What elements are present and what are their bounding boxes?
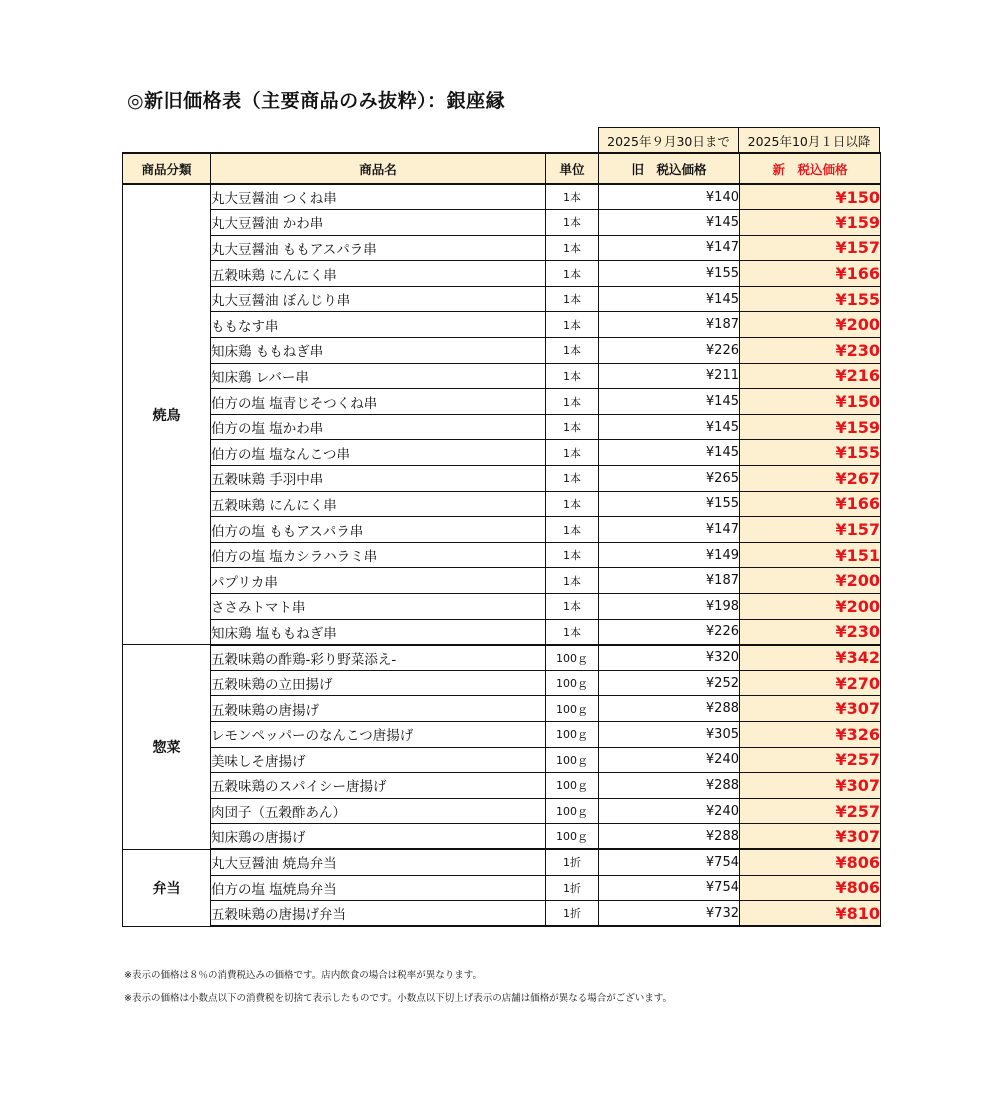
table-row [123, 184, 881, 210]
unit: 1本 [546, 261, 599, 287]
product-name: 五穀味鶏の立田揚げ [211, 670, 546, 696]
old-price: ¥145 [599, 389, 740, 415]
product-name: 五穀味鶏のスパイシー唐揚げ [211, 773, 546, 799]
product-name: 五穀味鶏 手羽中串 [211, 466, 546, 492]
old-price: ¥155 [599, 491, 740, 517]
table-row [123, 235, 881, 261]
new-price: ¥151 [740, 542, 881, 568]
category-label: 惣菜 [123, 645, 211, 850]
old-price: ¥147 [599, 517, 740, 543]
period-header [598, 127, 880, 153]
unit: 1本 [546, 235, 599, 261]
unit: 1折 [546, 875, 599, 901]
old-price: ¥754 [599, 849, 740, 875]
old-price: ¥305 [599, 721, 740, 747]
table-row [123, 824, 881, 850]
new-price: ¥806 [740, 875, 881, 901]
new-price: ¥200 [740, 568, 881, 594]
unit: 1折 [546, 901, 599, 927]
table-row [123, 517, 881, 543]
unit: 1本 [546, 338, 599, 364]
old-price: ¥288 [599, 824, 740, 850]
new-price: ¥200 [740, 594, 881, 620]
product-name: 丸大豆醤油 つくね串 [211, 184, 546, 210]
table-row [123, 440, 881, 466]
unit: 1本 [546, 312, 599, 338]
product-name: 伯方の塩 塩青じそつくね串 [211, 389, 546, 415]
table-row [123, 261, 881, 287]
old-price: ¥140 [599, 184, 740, 210]
new-price: ¥155 [740, 440, 881, 466]
table-row [123, 363, 881, 389]
product-name: 五穀味鶏 にんにく串 [211, 491, 546, 517]
product-name: 五穀味鶏の唐揚げ [211, 696, 546, 722]
old-price: ¥754 [599, 875, 740, 901]
unit: 100ｇ [546, 824, 599, 850]
new-price: ¥307 [740, 773, 881, 799]
table-row [123, 670, 881, 696]
new-price: ¥230 [740, 619, 881, 645]
table-row [123, 414, 881, 440]
product-name: 丸大豆醤油 かわ串 [211, 210, 546, 236]
product-name: 伯方の塩 塩かわ串 [211, 414, 546, 440]
table-row [123, 312, 881, 338]
table-row [123, 798, 881, 824]
new-price: ¥200 [740, 312, 881, 338]
old-price: ¥320 [599, 645, 740, 671]
unit: 1本 [546, 440, 599, 466]
new-price: ¥257 [740, 747, 881, 773]
page-title: ◎新旧価格表（主要商品のみ抜粋）：銀座縁 [127, 90, 506, 112]
old-price: ¥252 [599, 670, 740, 696]
product-name: 五穀味鶏 にんにく串 [211, 261, 546, 287]
table-row [123, 773, 881, 799]
unit: 100ｇ [546, 670, 599, 696]
old-price: ¥187 [599, 568, 740, 594]
product-name: 丸大豆醤油 焼鳥弁当 [211, 849, 546, 875]
unit: 100ｇ [546, 773, 599, 799]
old-price: ¥226 [599, 619, 740, 645]
header-old-price: 旧 税込価格 [599, 153, 740, 184]
table-row [123, 901, 881, 927]
new-period-label: 2025年10月１日以降 [739, 127, 880, 153]
new-price: ¥159 [740, 210, 881, 236]
table-row [123, 338, 881, 364]
unit: 1本 [546, 466, 599, 492]
product-name: 美味しそ唐揚げ [211, 747, 546, 773]
table-row [123, 619, 881, 645]
unit: 100ｇ [546, 696, 599, 722]
note-rounding: ※表示の価格は小数点以下の消費税を切捨て表示したものです。小数点以下切上げ表示の店舗は価格が異なる場合がございます。 [124, 993, 672, 1004]
table-row [123, 568, 881, 594]
unit: 100ｇ [546, 721, 599, 747]
table-row [123, 466, 881, 492]
old-price: ¥265 [599, 466, 740, 492]
product-name: 五穀味鶏の酢鶏-彩り野菜添え- [211, 645, 546, 671]
table-body [123, 184, 881, 926]
product-name: ももなす串 [211, 312, 546, 338]
unit: 1本 [546, 210, 599, 236]
new-price: ¥150 [740, 389, 881, 415]
old-price: ¥732 [599, 901, 740, 927]
table-row [123, 210, 881, 236]
new-price: ¥806 [740, 849, 881, 875]
header-new-price: 新 税込価格 [740, 153, 881, 184]
product-name: 知床鶏 塩ももねぎ串 [211, 619, 546, 645]
old-price: ¥149 [599, 542, 740, 568]
price-table [122, 152, 881, 927]
table-row [123, 747, 881, 773]
product-name: 丸大豆醤油 ももアスパラ串 [211, 235, 546, 261]
old-price: ¥211 [599, 363, 740, 389]
old-price: ¥147 [599, 235, 740, 261]
unit: 100ｇ [546, 747, 599, 773]
new-price: ¥150 [740, 184, 881, 210]
unit: 1本 [546, 619, 599, 645]
old-price: ¥240 [599, 747, 740, 773]
table-row [123, 875, 881, 901]
new-price: ¥342 [740, 645, 881, 671]
table-row [123, 389, 881, 415]
table-header-row [123, 153, 881, 184]
product-name: 知床鶏の唐揚げ [211, 824, 546, 850]
old-price: ¥288 [599, 696, 740, 722]
product-name: ささみトマト串 [211, 594, 546, 620]
new-price: ¥216 [740, 363, 881, 389]
header-product-name: 商品名 [211, 153, 546, 184]
note-tax-rate: ※表示の価格は８％の消費税込みの価格です。店内飲食の場合は税率が異なります。 [124, 970, 482, 981]
product-name: 伯方の塩 塩カシラハラミ串 [211, 542, 546, 568]
table-row [123, 696, 881, 722]
old-price: ¥288 [599, 773, 740, 799]
unit: 100ｇ [546, 798, 599, 824]
new-price: ¥307 [740, 824, 881, 850]
unit: 1本 [546, 389, 599, 415]
unit: 1本 [546, 363, 599, 389]
old-price: ¥145 [599, 286, 740, 312]
table-row [123, 286, 881, 312]
product-name: 五穀味鶏の唐揚げ弁当 [211, 901, 546, 927]
category-label: 焼鳥 [123, 184, 211, 645]
old-price: ¥145 [599, 210, 740, 236]
unit: 1本 [546, 286, 599, 312]
old-price: ¥198 [599, 594, 740, 620]
unit: 1本 [546, 594, 599, 620]
product-name: 伯方の塩 ももアスパラ串 [211, 517, 546, 543]
new-price: ¥307 [740, 696, 881, 722]
product-name: レモンペッパーのなんこつ唐揚げ [211, 721, 546, 747]
unit: 1本 [546, 517, 599, 543]
product-name: 伯方の塩 塩なんこつ串 [211, 440, 546, 466]
new-price: ¥257 [740, 798, 881, 824]
new-price: ¥230 [740, 338, 881, 364]
old-price: ¥226 [599, 338, 740, 364]
old-period-label: 2025年９月30日まで [598, 127, 739, 153]
table-row [123, 721, 881, 747]
new-price: ¥810 [740, 901, 881, 927]
unit: 100ｇ [546, 645, 599, 671]
header-unit: 単位 [546, 153, 599, 184]
old-price: ¥155 [599, 261, 740, 287]
unit: 1折 [546, 849, 599, 875]
unit: 1本 [546, 184, 599, 210]
product-name: 知床鶏 ももねぎ串 [211, 338, 546, 364]
unit: 1本 [546, 491, 599, 517]
new-price: ¥159 [740, 414, 881, 440]
new-price: ¥166 [740, 261, 881, 287]
product-name: 丸大豆醤油 ぼんじり串 [211, 286, 546, 312]
table-row [123, 849, 881, 875]
new-price: ¥157 [740, 517, 881, 543]
unit: 1本 [546, 542, 599, 568]
old-price: ¥145 [599, 440, 740, 466]
new-price: ¥267 [740, 466, 881, 492]
unit: 1本 [546, 568, 599, 594]
header-category: 商品分類 [123, 153, 211, 184]
product-name: 知床鶏 レバー串 [211, 363, 546, 389]
table-row [123, 645, 881, 671]
new-price: ¥166 [740, 491, 881, 517]
category-label: 弁当 [123, 849, 211, 926]
table-row [123, 542, 881, 568]
new-price: ¥270 [740, 670, 881, 696]
unit: 1本 [546, 414, 599, 440]
old-price: ¥187 [599, 312, 740, 338]
table-row [123, 594, 881, 620]
product-name: 伯方の塩 塩焼鳥弁当 [211, 875, 546, 901]
new-price: ¥326 [740, 721, 881, 747]
product-name: パプリカ串 [211, 568, 546, 594]
new-price: ¥157 [740, 235, 881, 261]
old-price: ¥145 [599, 414, 740, 440]
old-price: ¥240 [599, 798, 740, 824]
table-row [123, 491, 881, 517]
new-price: ¥155 [740, 286, 881, 312]
product-name: 肉団子（五穀酢あん） [211, 798, 546, 824]
